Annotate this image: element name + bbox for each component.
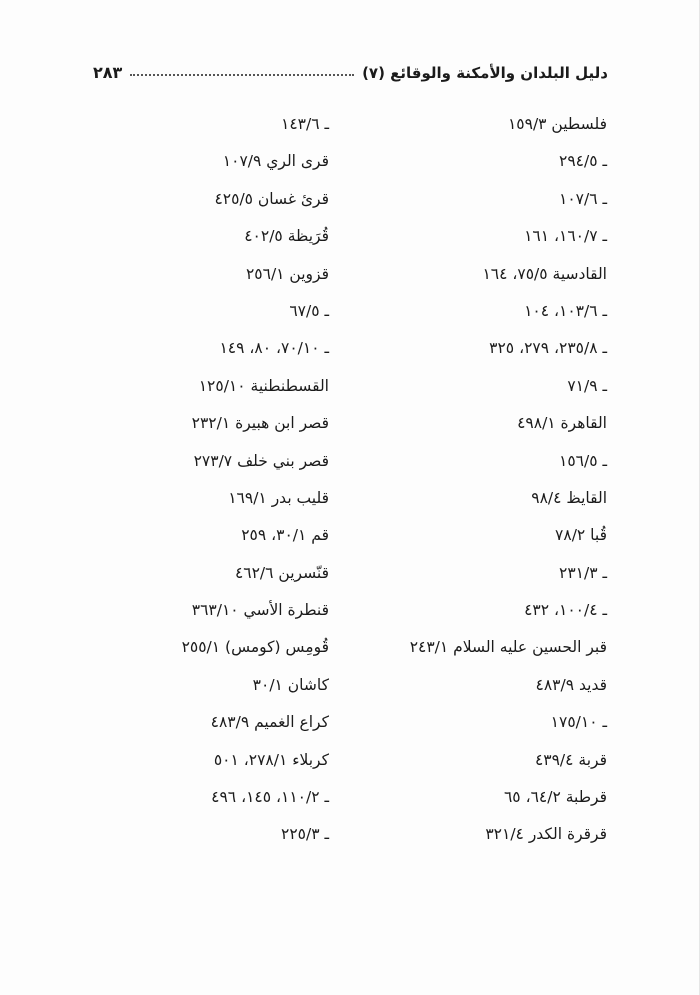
index-entry: قليب بدر ١٦٩/١ (228, 488, 329, 507)
index-entry: قرى الري ١٠٧/٩ (222, 152, 329, 171)
index-entry: قرئ غسان ٤٢٥/٥ (214, 189, 329, 208)
index-entry: كراع الغميم ٤٨٣/٩ (210, 713, 329, 732)
index-entry: القاهرة ٤٩٨/١ (517, 414, 607, 433)
index-entry: قربة ٤٣٩/٤ (534, 750, 607, 769)
index-entry: كاشان ٣٠/١ (252, 675, 329, 694)
index-entry: ـ ١٥٦/٥ (559, 451, 607, 470)
index-entry: ـ ٦٧/٥ (289, 301, 329, 320)
index-entry: ـ ١١٠/٢، ١٤٥، ٤٩٦ (211, 788, 329, 807)
index-entry: فلسطين ١٥٩/٣ (507, 115, 607, 133)
page-header (93, 56, 608, 82)
index-entry: ـ ٧٠/١٠، ٨٠، ١٤٩ (219, 339, 329, 358)
index-entry: قرطبة ٦٤/٢، ٦٥ (503, 788, 607, 807)
index-entry: القايظ ٩٨/٤ (531, 488, 607, 507)
index-entry: ـ ٢٢٥/٣ (281, 825, 329, 844)
dotted-leader (130, 74, 354, 76)
index-entry: ـ ١٤٣/٦ (281, 115, 329, 133)
index-entry: قُبا ٧٨/٢ (555, 526, 607, 545)
index-entry: قنّسرين ٤٦٢/٦ (234, 563, 329, 582)
index-entry: القسطنطنية ١٢٥/١٠ (198, 376, 329, 395)
index-entry: قصر بني خلف ٢٧٣/٧ (193, 451, 329, 470)
index-entry: ـ ١٠٠/٤، ٤٣٢ (524, 601, 607, 620)
index-entry: ـ ٢٩٤/٥ (559, 152, 607, 171)
index-entry: قديد ٤٨٣/٩ (535, 675, 607, 694)
index-entry: ـ ١٦٠/٧، ١٦١ (524, 227, 607, 246)
page-number: ٢٨٣ (93, 63, 123, 82)
index-column-right (377, 111, 607, 859)
index-entry: ـ ٢٣١/٣ (559, 563, 607, 582)
index-column-left (99, 111, 329, 859)
index-entry: ـ ٧١/٩ (567, 376, 607, 395)
index-entry: ـ ١٠٧/٦ (559, 189, 607, 208)
running-title: دليل البلدان والأمكنة والوقائع (٧) (362, 64, 608, 82)
index-entry: ـ ١٧٥/١٠ (550, 713, 607, 732)
index-entry: قرقرة الكدر ٣٢١/٤ (485, 825, 607, 844)
index-entry: قزوين ٢٥٦/١ (245, 264, 329, 283)
index-entry: كربلاء ٢٧٨/١، ٥٠١ (213, 750, 329, 769)
index-entry: قنطرة الأسي ٣٦٣/١٠ (191, 601, 329, 620)
index-entry: قبر الحسين عليه السلام ٢٤٣/١ (409, 638, 607, 657)
index-entry: قم ٣٠/١، ٢٥٩ (241, 526, 329, 545)
index-entry: ـ ٢٣٥/٨، ٢٧٩، ٣٢٥ (489, 339, 607, 358)
index-entry: ـ ١٠٣/٦، ١٠٤ (524, 301, 607, 320)
index-entry: قُومِس (كومس) ٢٥٥/١ (181, 638, 329, 657)
index-entry: القادسية ٧٥/٥، ١٦٤ (482, 264, 607, 283)
index-entry: قُرَيظة ٤٠٢/٥ (244, 227, 329, 246)
index-entry: قصر ابن هبيرة ٢٣٢/١ (191, 414, 329, 433)
